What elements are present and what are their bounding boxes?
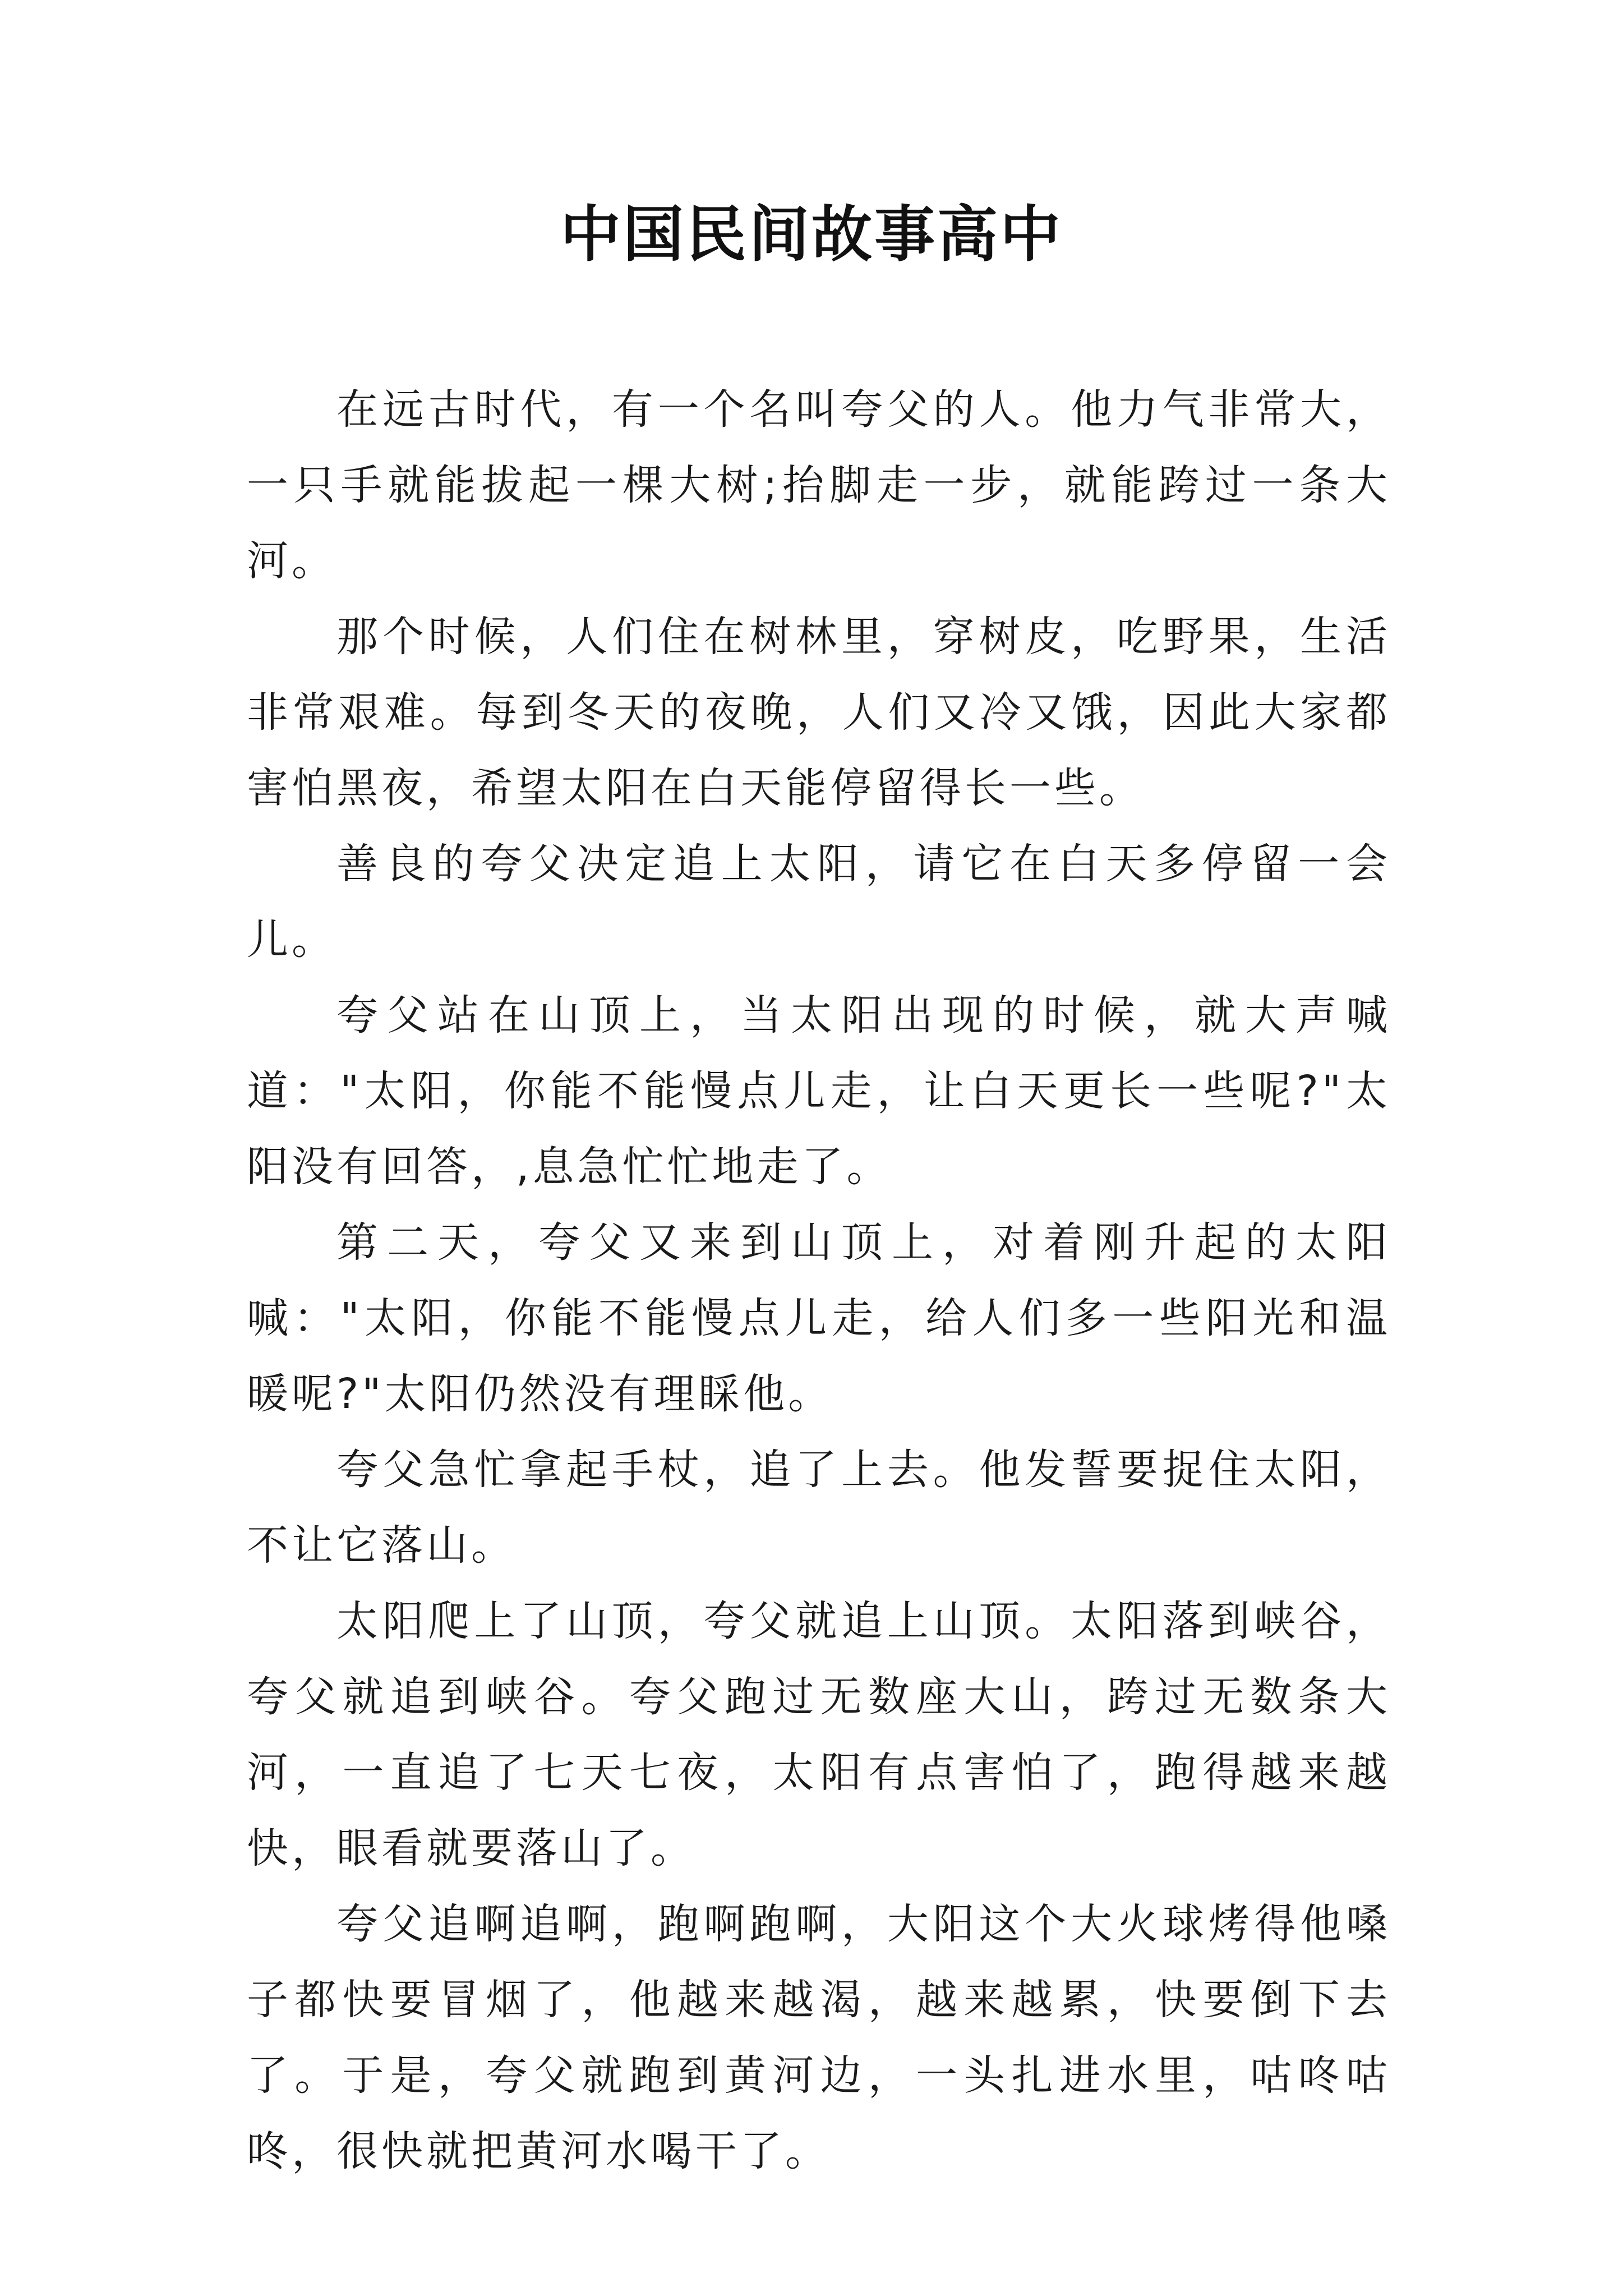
paragraph: 夸父追啊追啊，跑啊跑啊，大阳这个大火球烤得他嗓子都快要冒烟了，他越来越渴，越来越累，快要倒下去了。于是，夸父就跑到黄河边，一头扎进水里，咕咚咕咚，很快就把黄河水喝干了。 (247, 1900, 1391, 2175)
paragraph: 太阳爬上了山顶，夸父就追上山顶。太阳落到峡谷，夸父就追到峡谷。夸父跑过无数座大山，跨过无数条大河，一直追了七天七夜，太阳有点害怕了，跑得越来越快，眼看就要落山了。 (247, 1597, 1391, 1872)
document-title: 中国民间故事高中 (560, 199, 1063, 270)
document-body (247, 372, 1391, 2189)
paragraph: 夸父急忙拿起手杖，追了上去。他发誓要捉住太阳，不让它落山。 (247, 1446, 1391, 1570)
paragraph: 善良的夸父决定追上太阳，请它在白天多停留一会儿。 (247, 840, 1391, 964)
paragraph: 那个时候，人们住在树林里，穿树皮，吃野果，生活非常艰难。每到冬天的夜晚，人们又冷又饿，因此大家都害怕黑夜，希望太阳在白天能停留得长一些。 (247, 613, 1391, 812)
paragraph: 在远古时代，有一个名叫夸父的人。他力气非常大，一只手就能拔起一棵大树;抬脚走一步，就能跨过一条大河。 (247, 385, 1391, 585)
paragraph: 夸父站在山顶上，当太阳出现的时候，就大声喊道："太阳，你能不能慢点儿走，让白天更长一些呢?"太阳没有回答，,息急忙忙地走了。 (247, 991, 1391, 1191)
paragraph: 第二天，夸父又来到山顶上，对着刚升起的太阳喊："太阳，你能不能慢点儿走，给人们多一些阳光和温暖呢?"太阳仍然没有理睬他。 (247, 1218, 1391, 1418)
